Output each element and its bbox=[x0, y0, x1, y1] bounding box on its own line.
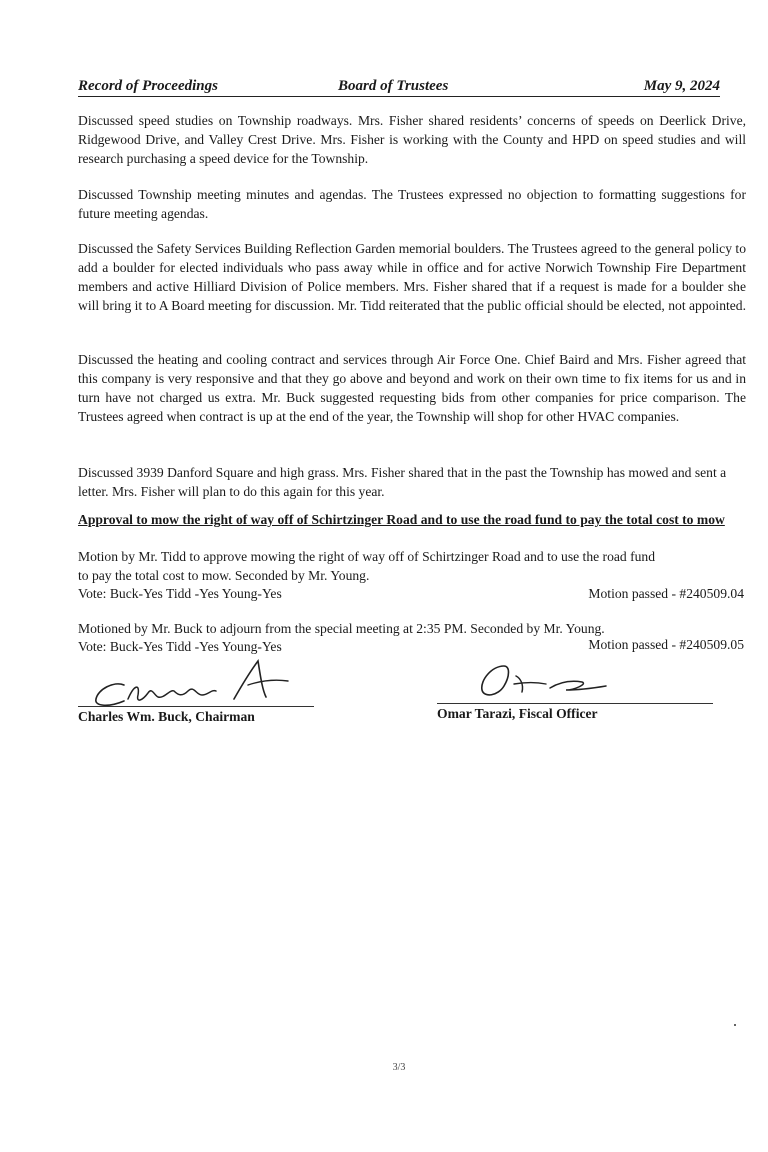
chairman-name: Charles Wm. Buck, Chairman bbox=[78, 709, 255, 724]
motion-vote: Vote: Buck-Yes Tidd -Yes Young-Yes bbox=[78, 586, 282, 601]
header-board-title: Board of Trustees bbox=[338, 78, 449, 94]
fiscal-officer-signature bbox=[470, 658, 630, 704]
adjourn-body: Motioned by Mr. Buck to adjourn from the special meeting at 2:35 PM. Seconded by Mr. Young. bbox=[78, 621, 605, 636]
fiscal-officer-signature-line bbox=[437, 703, 713, 704]
page-number: 3/3 bbox=[392, 1062, 406, 1073]
adjourn-vote: Vote: Buck-Yes Tidd -Yes Young-Yes bbox=[78, 639, 282, 654]
motion-heading: Approval to mow the right of way off of Schirtzinger Road and to use the road fund to pay the total cost to mow bbox=[78, 512, 725, 527]
chairman-signature-line bbox=[78, 706, 314, 707]
header-date: May 9, 2024 bbox=[643, 78, 720, 94]
adjourn-result: Motion passed - #240509.05 bbox=[588, 637, 744, 652]
scan-speck bbox=[734, 1024, 736, 1026]
motion-body-line-1: Motion by Mr. Tidd to approve mowing the right of way off of Schirtzinger Road and to use the road fund bbox=[78, 549, 656, 564]
motion-result: Motion passed - #240509.04 bbox=[588, 586, 744, 601]
paragraph-danford-square: Discussed 3939 Danford Square and high grass. Mrs. Fisher shared that in the past the Township has mowed and sent a letter. Mrs. Fisher will plan to do this again for this year. bbox=[78, 465, 727, 499]
page-header bbox=[78, 76, 720, 97]
chairman-signature bbox=[84, 655, 304, 711]
header-record-title: Record of Proceedings bbox=[78, 78, 218, 94]
paragraph-hvac-contract: Discussed the heating and cooling contract and services through Air Force One. Chief Baird and Mrs. Fisher agreed that this company is very responsive and that they go above and beyond and work on their own time to fix items for us and in turn have not charged us extra. Mr. Buck suggested requesting bids from other companies for price comparison. The Trustees agreed when contract is up at the end of the year, the Township will shop for other HVAC companies. bbox=[78, 352, 746, 424]
paragraph-memorial-boulders: Discussed the Safety Services Building Reflection Garden memorial boulders. The Trustees agreed to the general policy to add a boulder for elected individuals who pass away while in office and for active Norwich Township Fire Department members and active Hilliard Division of Police members. Mrs. Fisher shared that if a request is made for a boulder she will bring it to A Board meeting for discussion. Mr. Tidd reiterated that the public official should be elected, not appointed. bbox=[78, 241, 746, 313]
paragraph-speed-studies: Discussed speed studies on Township roadways. Mrs. Fisher shared residents’ concerns of speeds on Deerlick Drive, Ridgewood Drive, and Valley Crest Drive. Mrs. Fisher is working with the County and HPD on speed studies and will research purchasing a speed device for the Township. bbox=[78, 113, 746, 166]
fiscal-officer-name: Omar Tarazi, Fiscal Officer bbox=[437, 706, 598, 721]
motion-body-line-2: to pay the total cost to mow. Seconded by Mr. Young. bbox=[78, 568, 370, 583]
paragraph-meeting-minutes: Discussed Township meeting minutes and agendas. The Trustees expressed no objection to formatting suggestions for future meeting agendas. bbox=[78, 187, 746, 221]
